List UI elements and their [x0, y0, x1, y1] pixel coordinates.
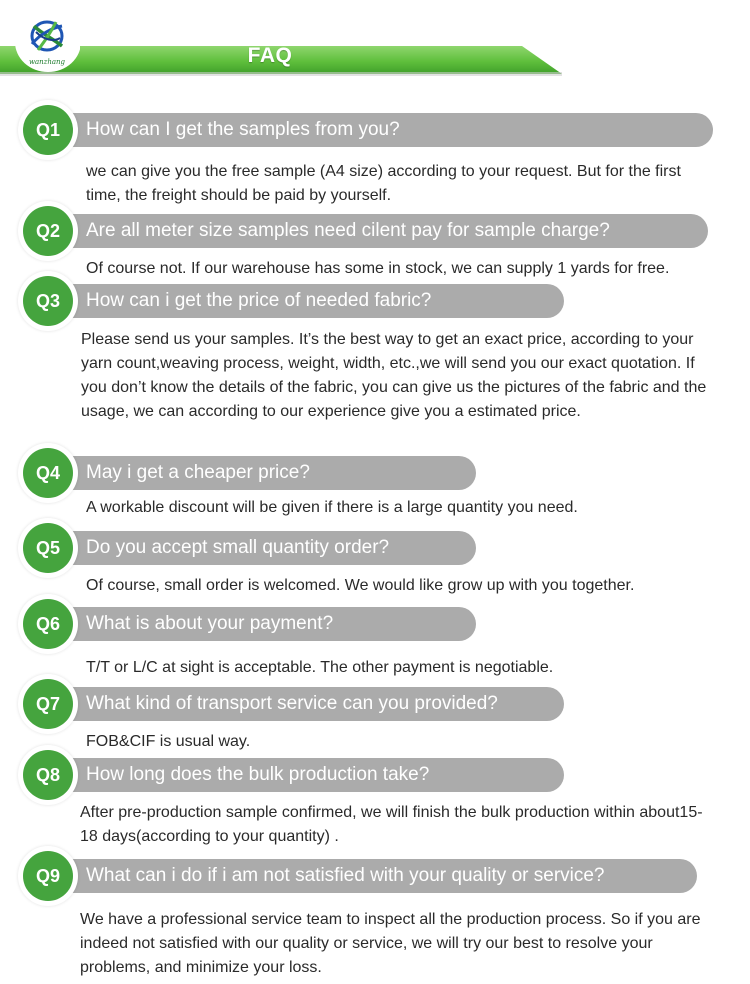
faq-answer: Of course, small order is welcomed. We would like grow up with you together.: [86, 577, 635, 594]
faq-question-row: [18, 687, 564, 721]
faq-question-row: [18, 607, 476, 641]
question-badge: [18, 100, 78, 160]
faq-answer: We have a professional service team to inspect all the production process. So if you are indeed not satisfied with our quality or service, we will try our best to resolve your problems, and minimize your loss.: [80, 911, 701, 976]
faq-question-row: [18, 214, 708, 248]
question-badge-label: Q7: [23, 679, 73, 729]
question-text: What can i do if i am not satisfied with your quality or service?: [86, 865, 605, 886]
question-badge: [18, 443, 78, 503]
question-text: How can i get the price of needed fabric?: [86, 290, 432, 311]
question-text: What kind of transport service can you provided?: [86, 693, 498, 714]
question-text: How long does the bulk production take?: [86, 764, 430, 785]
faq-answer: FOB&CIF is usual way.: [86, 733, 251, 750]
question-badge: [18, 846, 78, 906]
question-badge-label: Q5: [23, 523, 73, 573]
faq-question-row: [18, 758, 564, 792]
page-title: FAQ: [247, 44, 293, 67]
question-text: How can I get the samples from you?: [86, 119, 400, 140]
question-badge-label: Q1: [23, 105, 73, 155]
question-text: Are all meter size samples need cilent pay for sample charge?: [86, 220, 610, 241]
question-badge-label: Q9: [23, 851, 73, 901]
faq-answer: Please send us your samples. It’s the best way to get an exact price, according to your yarn count,weaving process, weight, width, etc.,we will send you our exact quotation. If you don’t know the details of the fabric, you can give us the pictures of the fabric and the usage, we can according to our experience give you a estimated price.: [81, 331, 707, 420]
question-badge: [18, 674, 78, 734]
faq-question-row: [18, 531, 476, 565]
question-text: Do you accept small quantity order?: [86, 537, 390, 558]
question-badge-label: Q3: [23, 276, 73, 326]
faq-answer: we can give you the free sample (A4 size) according to your request. But for the first time, the freight should be paid by yourself.: [86, 163, 681, 204]
faq-question-row: [18, 859, 697, 893]
question-badge: [18, 201, 78, 261]
question-badge: [18, 594, 78, 654]
question-badge: [18, 271, 78, 331]
question-text: What is about your payment?: [86, 613, 334, 634]
question-text: May i get a cheaper price?: [86, 462, 310, 483]
question-badge: [18, 518, 78, 578]
question-badge-label: Q2: [23, 206, 73, 256]
faq-answer: Of course not. If our warehouse has some in stock, we can supply 1 yards for free.: [86, 260, 670, 277]
faq-question-row: [18, 456, 476, 490]
faq-question-row: [18, 284, 564, 318]
question-badge-label: Q8: [23, 750, 73, 800]
faq-answer: After pre-production sample confirmed, we will finish the bulk production within about15-18 days(according to your quantity) .: [80, 804, 703, 845]
question-badge-label: Q4: [23, 448, 73, 498]
faq-answer: A workable discount will be given if there is a large quantity you need.: [86, 499, 578, 516]
faq-question-row: [18, 113, 713, 147]
question-badge-label: Q6: [23, 599, 73, 649]
question-badge: [18, 745, 78, 805]
faq-answer: T/T or L/C at sight is acceptable. The other payment is negotiable.: [86, 659, 554, 676]
logo-wordmark: wanzhang: [28, 58, 66, 66]
